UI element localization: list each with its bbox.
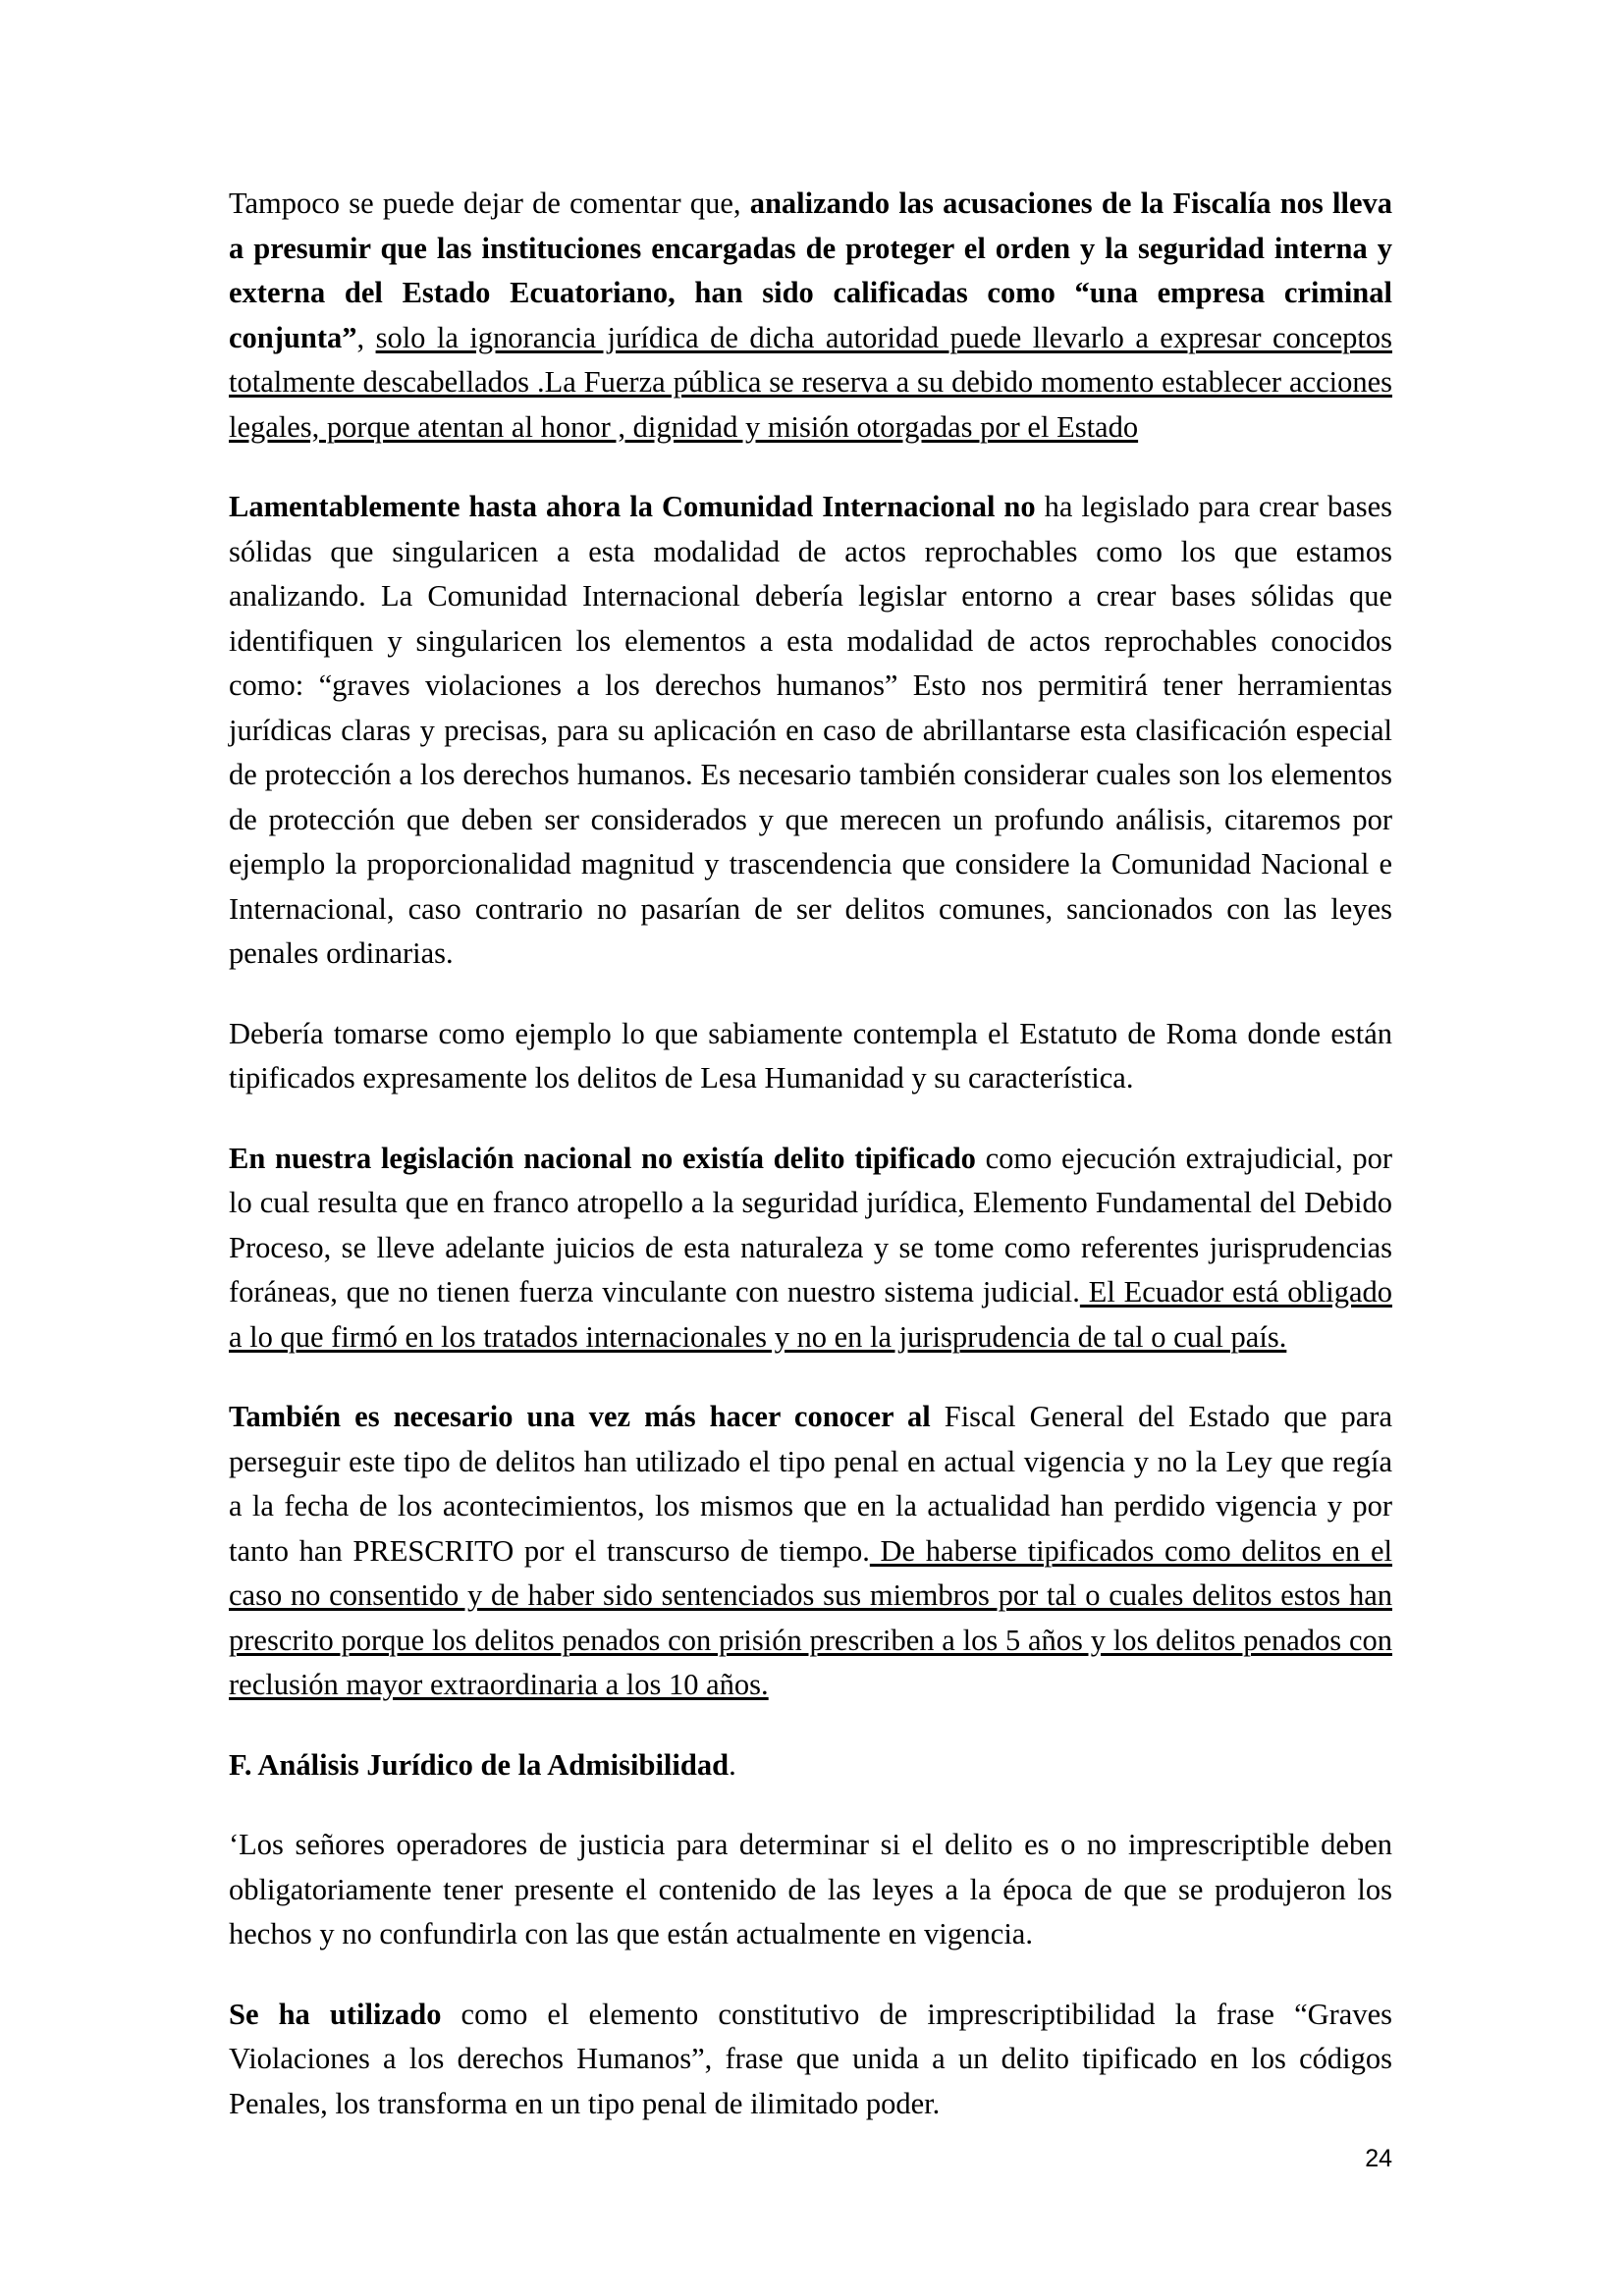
text-run-normal: como el elemento constitutivo de imprescriptibilidad la frase “Graves Violaciones a los derechos Humanos”, frase que unida a un delito tipificado en los códigos Penales, los transforma en un tipo penal de ilimitado poder.	[229, 1997, 1392, 2120]
text-run-normal: ,	[356, 320, 376, 354]
page-content-column	[229, 182, 1392, 2162]
text-run-normal: Debería tomarse como ejemplo lo que sabiamente contempla el Estatuto de Roma donde están tipificados expresamente los delitos de Lesa Humanidad y su característica.	[229, 1016, 1392, 1095]
paragraph-tambien-es-necesario	[229, 1395, 1392, 1708]
text-run-bold: Se ha utilizado	[229, 1997, 442, 2031]
paragraph-los-senores-operadores	[229, 1823, 1392, 1957]
text-run-normal: Fiscal General del Estado que para perseguir este tipo de delitos han utilizado el tipo penal en actual vigencia y no la Ley que regía a la fecha de los acontecimientos, los mismos que en la actualidad han perdido vigencia y por tanto han PRESCRITO por el transcurso de tiempo.	[229, 1400, 1392, 1568]
text-run-bold: Lamentablemente hasta ahora la Comunidad Internacional no	[229, 490, 1036, 523]
text-run-normal: como ejecución extrajudicial, por lo cual resulta que en franco atropello a la seguridad jurídica, Elemento Fundamental del Debido Proceso, se lleve adelante juicios de esta naturaleza y se tome como referentes jurisprudencias foráneas, que no tienen fuerza vinculante con nuestro sistema judicial.	[229, 1141, 1392, 1308]
text-run-bold: analizando las acusaciones de la Fiscalía nos lleva a presumir que las instituciones encargadas de proteger el orden y la seguridad interna y externa del Estado Ecuatoriano, han sido calificadas como “una empresa criminal conjunta”	[229, 187, 1392, 354]
paragraph-deberia-tomarse	[229, 1012, 1392, 1101]
page-number: 24	[1365, 2145, 1392, 2172]
text-run-normal: ha legislado para crear bases sólidas que singularicen a esta modalidad de actos reprochables como los que estamos analizando. La Comunidad Internacional debería legislar entorno a crear bases sólidas que identifiquen y singularicen los elementos a esta modalidad de actos reprochables conocidos como: “graves violaciones a los derechos humanos” Esto nos permitirá tener herramientas jurídicas claras y precisas, para su aplicación en caso de abrillantarse esta clasificación especial de protección a los derechos humanos. Es necesario también considerar cuales son los elementos de protección que deben ser considerados y que merecen un profundo análisis, citaremos por ejemplo la proporcionalidad magnitud y trascendencia que considere la Comunidad Nacional e Internacional, caso contrario no pasarían de ser delitos comunes, sancionados con las leyes penales ordinarias.	[229, 490, 1393, 970]
text-run-underline: De haberse tipificados como delitos en el caso no consentido y de haber sido sentenciados sus miembros por tal o cuales delitos estos han prescrito porque los delitos penados con prisión prescriben a los 5 años y los delitos penados con reclusión mayor extraordinaria a los 10 años.	[229, 1533, 1393, 1701]
text-run-bold: En nuestra legislación nacional no existía delito tipificado	[229, 1141, 976, 1175]
text-run-bold: También es necesario una vez más hacer conocer al	[229, 1400, 931, 1433]
paragraph-se-ha-utilizado	[229, 1993, 1392, 2127]
text-run-normal: ‘Los señores operadores de justicia para determinar si el delito es o no imprescriptible deben obligatoriamente tener presente el contenido de las leyes a la época de que se produjeron los hechos y no confundirla con las que están actualmente en vigencia.	[229, 1828, 1392, 1950]
text-run-underline: solo la ignorancia jurídica de dicha autoridad puede llevarlo a expresar conceptos totalmente descabellados .La Fuerza pública se reserva a su debido momento establecer acciones legales, porque atentan al honor , dignidad y misión otorgadas por el Estado	[229, 320, 1392, 444]
paragraph-tampoco	[229, 182, 1392, 450]
heading-trailing-period: .	[729, 1747, 736, 1782]
section-heading-analisis-juridico	[229, 1743, 1392, 1789]
paragraph-lamentablemente	[229, 485, 1392, 977]
text-run-underline: El Ecuador está obligado a lo que firmó en los tratados internacionales y no en la jurisprudencia de tal o cual país.	[229, 1275, 1392, 1354]
heading-text: F. Análisis Jurídico de la Admisibilidad	[229, 1747, 730, 1782]
paragraph-en-nuestra-legislacion	[229, 1137, 1392, 1361]
text-run-normal: Tampoco se puede dejar de comentar que,	[229, 187, 750, 220]
